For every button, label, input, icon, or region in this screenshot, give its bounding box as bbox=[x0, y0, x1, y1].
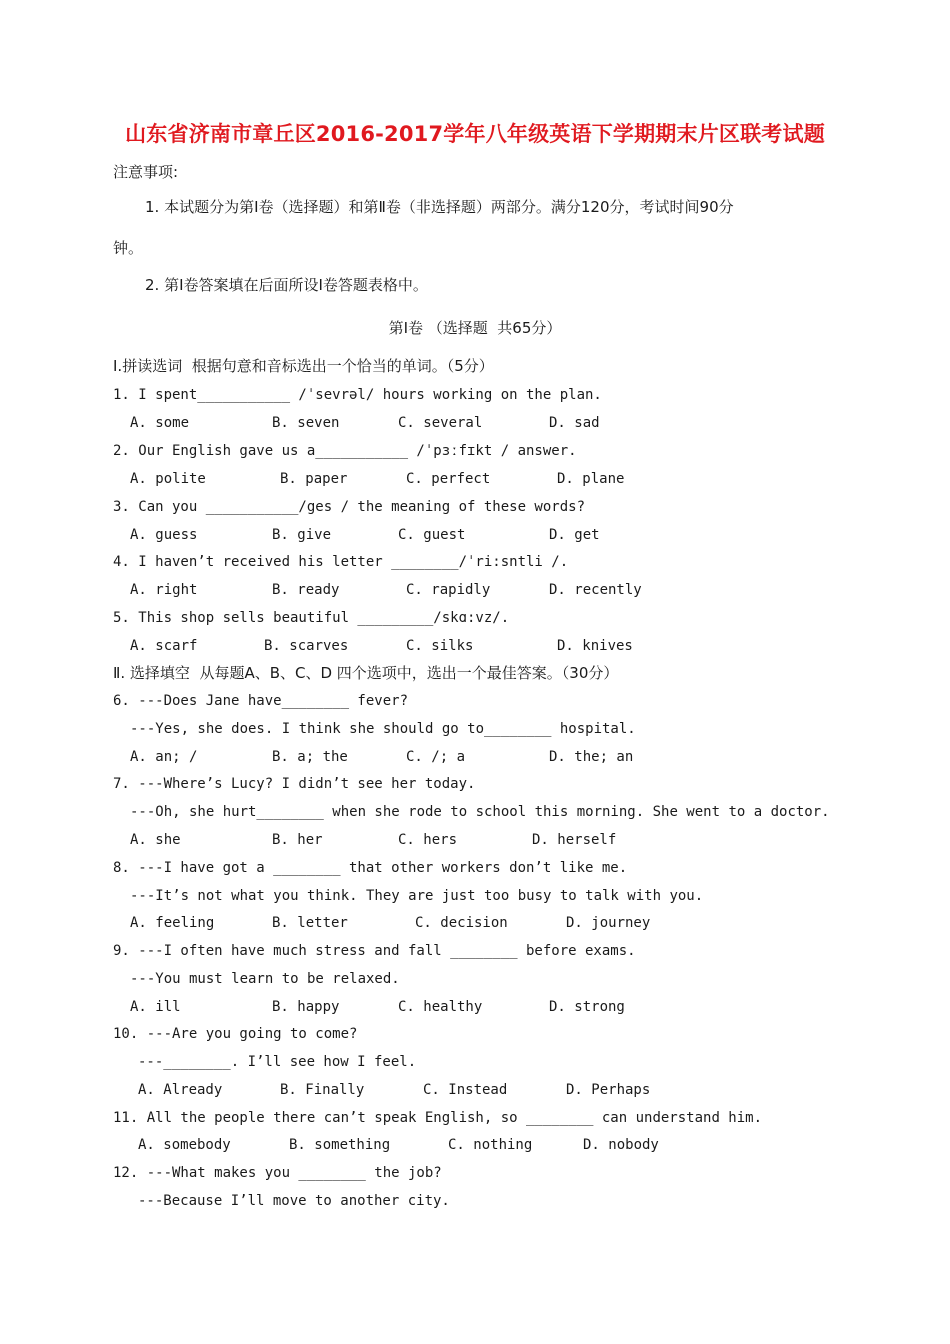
option-b: B. paper bbox=[280, 471, 348, 487]
question-stem: 4. I haven’t received his letter ________/ˈri:sntli /. bbox=[113, 554, 569, 570]
option-a: A. polite bbox=[130, 471, 206, 487]
option-a: A. she bbox=[130, 832, 181, 848]
question-stem: 5. This shop sells beautiful _________/skɑ:vz/. bbox=[113, 610, 510, 626]
question-reply: ---Yes, she does. I think she should go to________ hospital. bbox=[130, 721, 636, 737]
question-stem: 6. ---Does Jane have________ fever? bbox=[113, 693, 409, 709]
question-stem: 11. All the people there can’t speak English, so ________ can understand him. bbox=[113, 1110, 763, 1126]
option-c: C. hers bbox=[398, 832, 458, 848]
option-c: C. rapidly bbox=[406, 582, 491, 598]
notice-heading: 注意事项: bbox=[113, 163, 179, 181]
option-b: B. something bbox=[289, 1137, 391, 1153]
option-c: C. nothing bbox=[448, 1137, 533, 1153]
question-reply: ---Because I’ll move to another city. bbox=[138, 1193, 450, 1209]
question-stem: 12. ---What makes you ________ the job? bbox=[113, 1165, 442, 1181]
option-d: D. knives bbox=[557, 638, 633, 654]
option-c: C. silks bbox=[406, 638, 474, 654]
question-reply: ---________. I’ll see how I feel. bbox=[138, 1054, 417, 1070]
notice-item-1: 1. 本试题分为第Ⅰ卷（选择题）和第Ⅱ卷（非选择题）两部分。满分120分，考试时间90分 bbox=[145, 198, 734, 216]
question-reply: ---You must learn to be relaxed. bbox=[130, 971, 400, 987]
option-d: D. herself bbox=[532, 832, 617, 848]
option-c: C. Instead bbox=[423, 1082, 508, 1098]
option-d: D. the; an bbox=[549, 749, 634, 765]
question-stem: 9. ---I often have much stress and fall ________ before exams. bbox=[113, 943, 636, 959]
option-d: D. plane bbox=[557, 471, 625, 487]
question-stem: 10. ---Are you going to come? bbox=[113, 1026, 358, 1042]
option-d: D. get bbox=[549, 527, 600, 543]
volume1-heading: 第Ⅰ卷 （选择题 共65分） bbox=[388, 319, 562, 337]
question-stem: 7. ---Where’s Lucy? I didn’t see her today. bbox=[113, 776, 476, 792]
option-b: B. Finally bbox=[280, 1082, 365, 1098]
question-stem: 2. Our English gave us a___________ /ˈpɜːfɪkt / answer. bbox=[113, 443, 577, 459]
option-c: C. guest bbox=[398, 527, 466, 543]
option-d: D. strong bbox=[549, 999, 625, 1015]
option-d: D. journey bbox=[566, 915, 651, 931]
option-b: B. letter bbox=[272, 915, 348, 931]
option-b: B. her bbox=[272, 832, 323, 848]
option-a: A. right bbox=[130, 582, 198, 598]
option-b: B. seven bbox=[272, 415, 340, 431]
option-a: A. feeling bbox=[130, 915, 215, 931]
option-c: C. several bbox=[398, 415, 483, 431]
notice-item-2: 2. 第Ⅰ卷答案填在后面所设Ⅰ卷答题表格中。 bbox=[145, 276, 428, 294]
question-stem: 3. Can you ___________/ges / the meaning of these words? bbox=[113, 499, 586, 515]
option-c: C. decision bbox=[415, 915, 508, 931]
option-a: A. somebody bbox=[138, 1137, 231, 1153]
section2-heading: Ⅱ. 选择填空 从每题A、B、C、D 四个选项中，选出一个最佳答案。（30分） bbox=[113, 664, 619, 682]
option-d: D. nobody bbox=[583, 1137, 659, 1153]
option-c: C. perfect bbox=[406, 471, 491, 487]
option-d: D. Perhaps bbox=[566, 1082, 651, 1098]
section1-heading: I.拼读选词 根据句意和音标选出一个恰当的单词。（5分） bbox=[113, 357, 494, 375]
option-b: B. give bbox=[272, 527, 332, 543]
option-b: B. scarves bbox=[264, 638, 349, 654]
option-a: A. Already bbox=[138, 1082, 223, 1098]
option-b: B. ready bbox=[272, 582, 340, 598]
question-reply: ---It’s not what you think. They are just too busy to talk with you. bbox=[130, 888, 704, 904]
option-b: B. happy bbox=[272, 999, 340, 1015]
option-c: C. /; a bbox=[406, 749, 466, 765]
option-a: A. ill bbox=[130, 999, 181, 1015]
option-a: A. scarf bbox=[130, 638, 198, 654]
option-c: C. healthy bbox=[398, 999, 483, 1015]
option-d: D. sad bbox=[549, 415, 600, 431]
option-a: A. some bbox=[130, 415, 190, 431]
option-d: D. recently bbox=[549, 582, 642, 598]
option-a: A. guess bbox=[130, 527, 198, 543]
question-stem: 8. ---I have got a ________ that other workers don’t like me. bbox=[113, 860, 628, 876]
question-reply: ---Oh, she hurt________ when she rode to school this morning. She went to a doctor. bbox=[130, 804, 830, 820]
option-a: A. an; / bbox=[130, 749, 198, 765]
option-b: B. a; the bbox=[272, 749, 348, 765]
notice-item-1-cont: 钟。 bbox=[113, 239, 144, 257]
exam-title: 山东省济南市章丘区2016-2017学年八年级英语下学期期末片区联考试题 bbox=[125, 122, 825, 146]
question-stem: 1. I spent___________ /ˈsevrəl/ hours working on the plan. bbox=[113, 387, 602, 403]
